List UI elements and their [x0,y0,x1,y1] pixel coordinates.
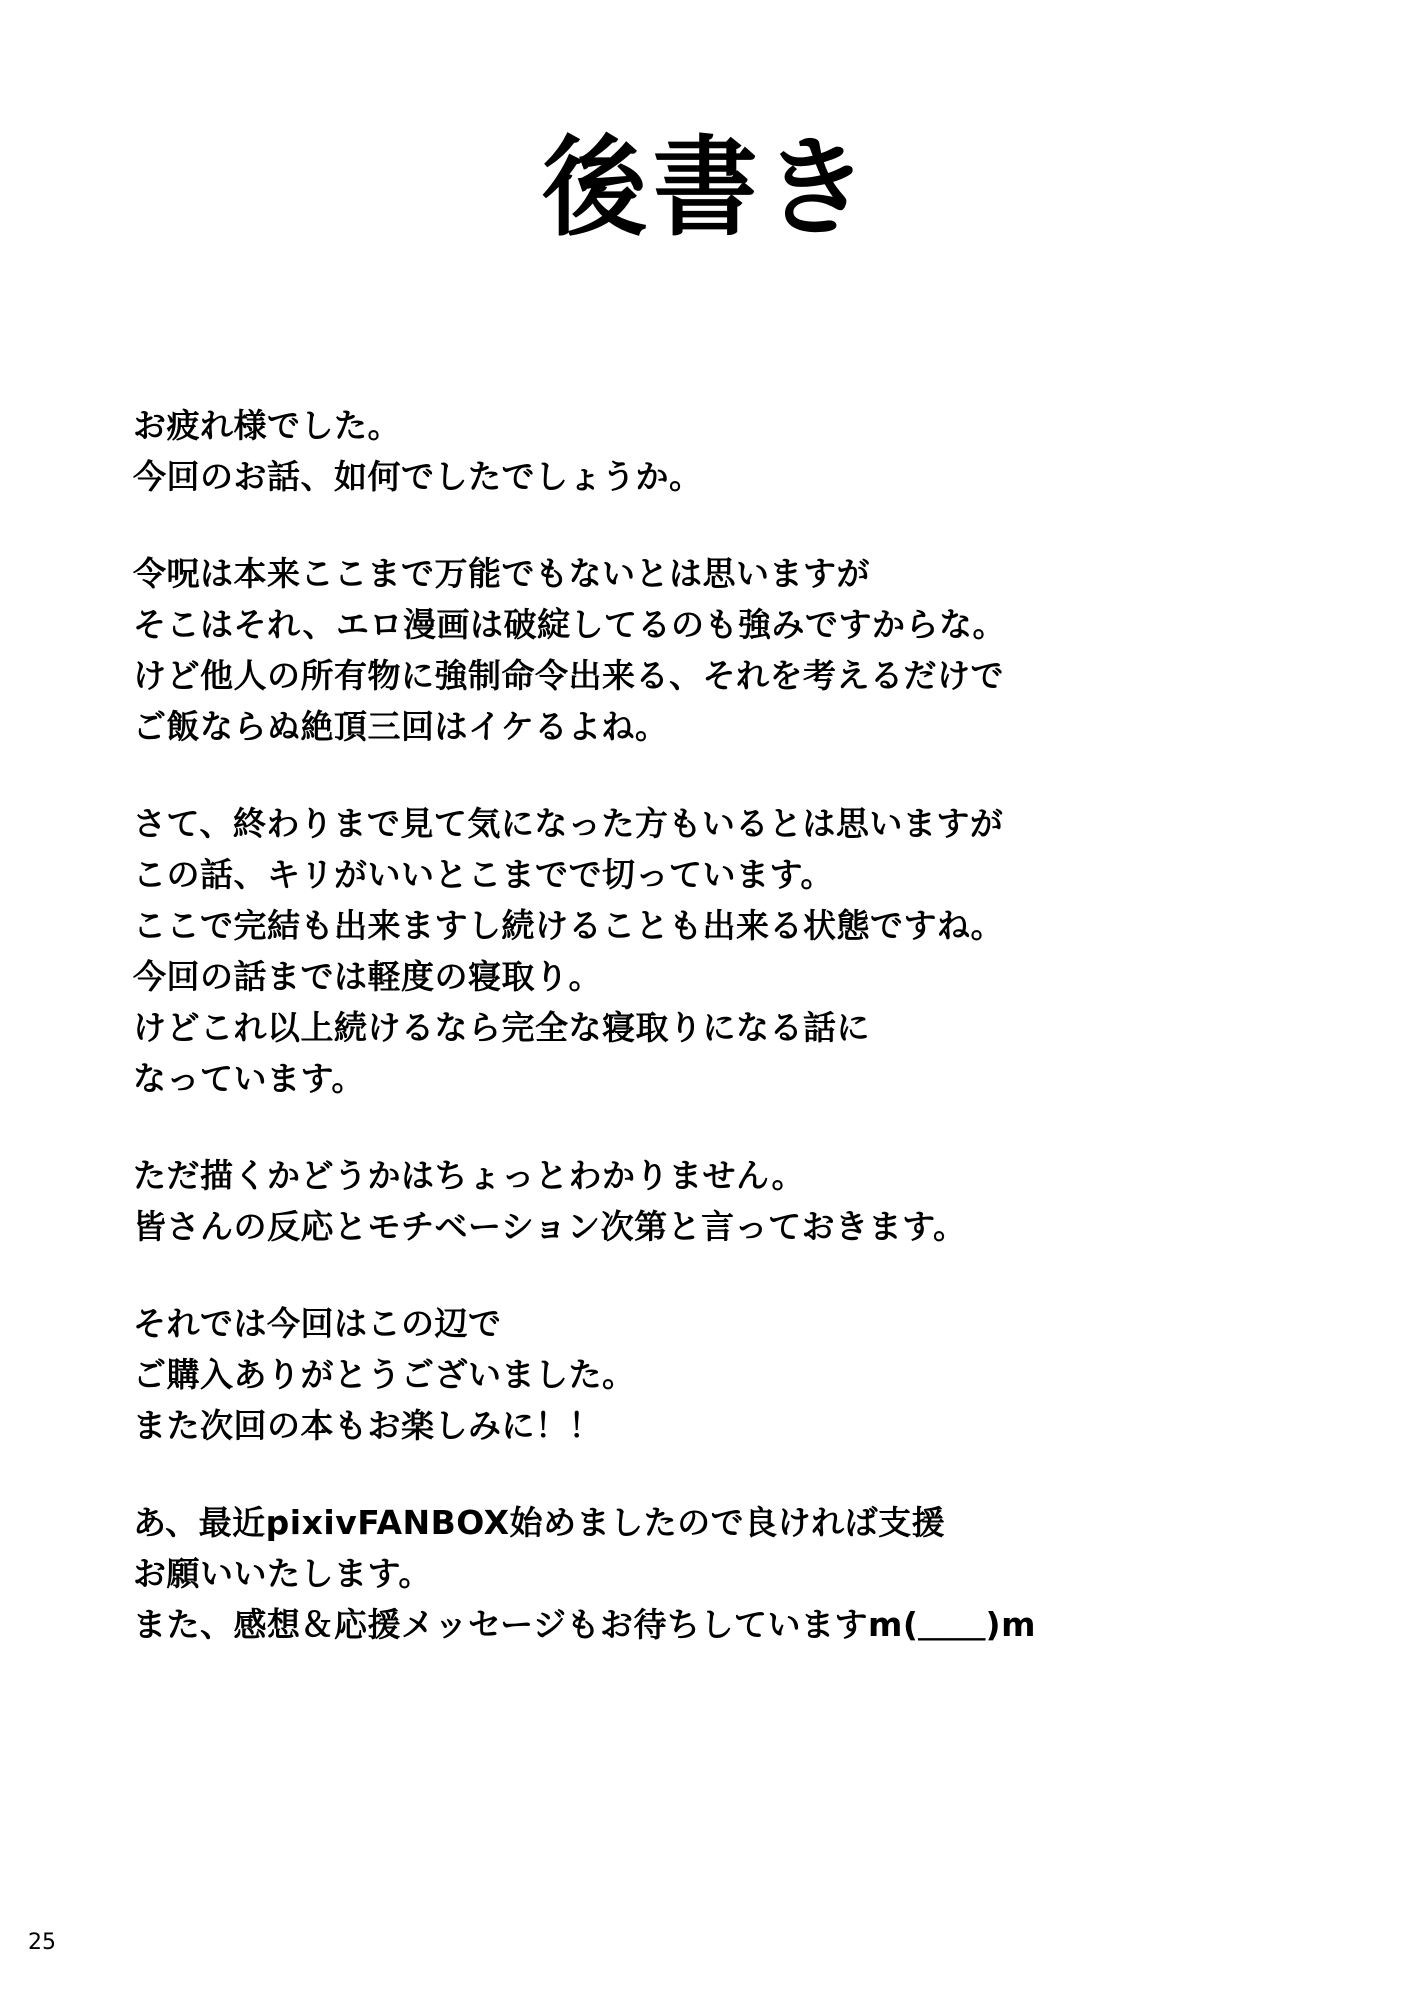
page-number: 25 [28,1930,56,1955]
paragraph [133,548,1283,752]
paragraph [133,1497,1283,1650]
text-line: 皆さんの反応とモチベーション次第と言っておきます。 [133,1207,967,1246]
text-line: 今回のお話、如何でしたでしょうか。 [133,457,703,496]
text-line: お願いいたします。 [133,1554,432,1593]
text-line: そこはそれ、エロ漫画は破綻してるのも強みですからな。 [133,605,1006,644]
text-line: けどこれ以上続けるなら完全な寝取りになる話に [133,1008,870,1047]
text-line: また次回の本もお楽しみに！！ [133,1406,602,1445]
text-line: ただ描くかどうかはちょっとわかりません。 [133,1156,805,1195]
text-line: ご購入ありがとうございました。 [133,1355,636,1394]
paragraph [133,1298,1283,1451]
afterword-body [133,400,1283,1650]
paragraph [133,400,1283,502]
text-line: それでは今回はこの辺で [133,1304,502,1343]
text-line: また、感想＆応援メッセージもお待ちしていますm(＿＿)m [133,1605,1036,1644]
text-line: さて、終わりまで見て気になった方もいるとは思いますが [133,804,1004,843]
text-line: ここで完結も出来ますし続けることも出来る状態ですね。 [133,906,1004,945]
text-line: 令呪は本来ここまで万能でもないとは思いますが [133,554,870,593]
text-line: ご飯ならぬ絶頂三回はイケるよね。 [133,707,669,746]
text-line: お疲れ様でした。 [133,406,401,445]
text-line: あ、最近pixivFANBOX始めましたので良ければ支援 [133,1503,946,1542]
text-line: なっています。 [133,1059,365,1098]
page-title: 後書き [542,126,874,251]
paragraph [133,1150,1283,1252]
text-line: 今回の話までは軽度の寝取り。 [133,957,602,996]
text-line: この話、キリがいいとこまでで切っています。 [133,855,834,894]
paragraph [133,798,1283,1104]
text-line: けど他人の所有物に強制命令出来る、それを考えるだけで [133,656,1004,695]
